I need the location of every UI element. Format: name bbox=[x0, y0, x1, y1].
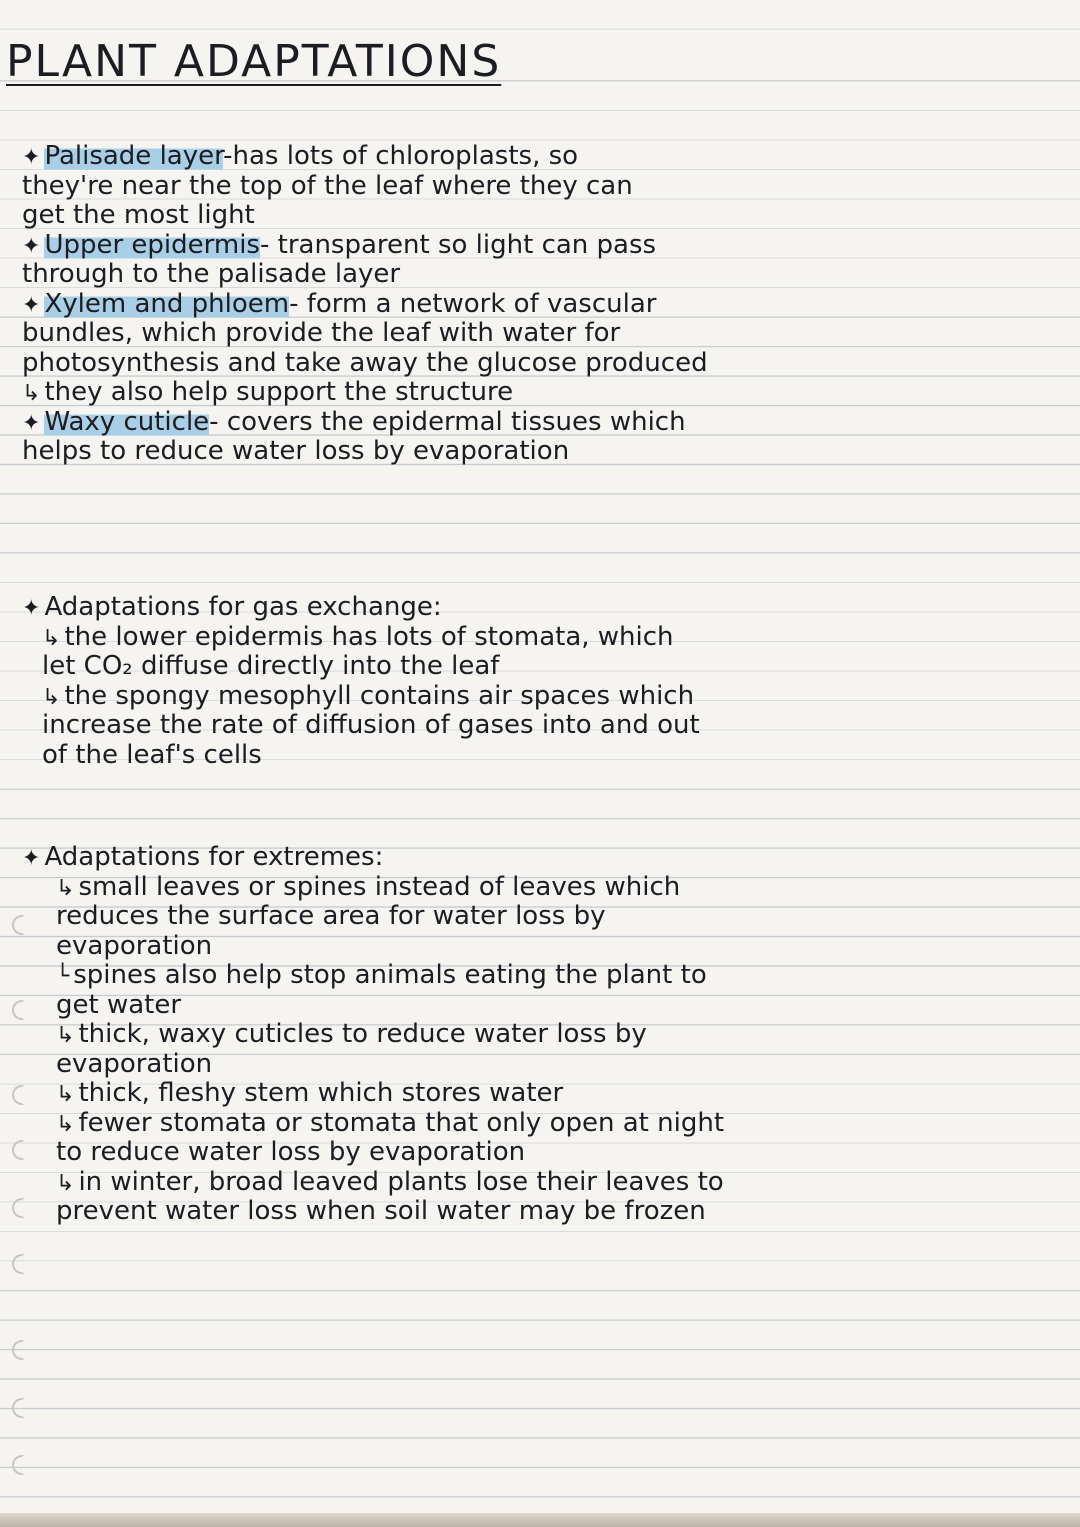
line-text: evaporation bbox=[56, 1049, 213, 1079]
note-line bbox=[0, 408, 1060, 438]
line-text: they're near the top of the leaf where they can bbox=[22, 171, 633, 201]
note-line bbox=[0, 231, 1060, 261]
arrow-bullet-icon: ↳ bbox=[22, 381, 41, 406]
star-bullet-icon: ✦ bbox=[22, 145, 41, 170]
note-line bbox=[0, 1168, 1060, 1198]
note-line bbox=[0, 961, 1060, 991]
line-text: bundles, which provide the leaf with water for bbox=[22, 319, 621, 348]
note-line bbox=[0, 652, 1060, 682]
line-text: of the leaf's cells bbox=[42, 740, 262, 770]
page-title: PLANT ADAPTATIONS bbox=[6, 36, 502, 87]
arrow-bullet-icon: ↳ bbox=[56, 1111, 75, 1137]
line-text: photosynthesis and take away the glucose produced bbox=[22, 348, 708, 378]
line-text: in winter, broad leaved plants lose their leaves to bbox=[78, 1167, 724, 1197]
leaf-structure-notes bbox=[0, 142, 1060, 467]
heading-text: Adaptations for extremes: bbox=[44, 843, 384, 872]
note-line bbox=[0, 437, 1060, 467]
line-text: let CO₂ diffuse directly into the leaf bbox=[42, 652, 500, 681]
note-line bbox=[0, 902, 1060, 932]
note-line bbox=[0, 873, 1060, 903]
note-line bbox=[0, 932, 1060, 962]
highlighted-term: Xylem and phloem bbox=[44, 289, 290, 319]
line-text: spines also help stop animals eating the plant to bbox=[73, 961, 707, 990]
note-line bbox=[0, 1079, 1060, 1109]
note-line bbox=[0, 1020, 1060, 1050]
highlighted-term: Palisade layer bbox=[44, 142, 224, 171]
line-text: prevent water loss when soil water may be frozen bbox=[56, 1197, 706, 1226]
line-text: the lower epidermis has lots of stomata, which bbox=[64, 622, 674, 652]
arrow-bullet-icon: └ bbox=[56, 964, 70, 989]
line-text: - transparent so light can pass bbox=[259, 230, 657, 260]
note-line bbox=[0, 201, 1060, 231]
line-text: through to the palisade layer bbox=[22, 260, 401, 289]
note-line bbox=[0, 741, 1060, 771]
section-heading bbox=[0, 843, 1060, 873]
line-text: evaporation bbox=[56, 931, 213, 961]
line-text: they also help support the structure bbox=[44, 378, 514, 407]
star-bullet-icon: ✦ bbox=[22, 292, 41, 318]
binder-hole bbox=[12, 1455, 24, 1475]
binder-hole bbox=[12, 1254, 24, 1274]
note-line bbox=[0, 1197, 1060, 1227]
line-text: get water bbox=[56, 990, 182, 1020]
highlighted-term: Waxy cuticle bbox=[44, 407, 210, 437]
line-text: get the most light bbox=[22, 201, 255, 230]
note-line bbox=[0, 623, 1060, 653]
note-line bbox=[0, 711, 1060, 741]
line-text: helps to reduce water loss by evaporation bbox=[22, 437, 570, 466]
line-text: to reduce water loss by evaporation bbox=[56, 1138, 526, 1167]
line-text: - covers the epidermal tissues which bbox=[209, 407, 686, 437]
arrow-bullet-icon: ↳ bbox=[56, 1082, 75, 1107]
note-line bbox=[0, 682, 1060, 712]
line-text: - form a network of vascular bbox=[289, 289, 657, 319]
arrow-bullet-icon: ↳ bbox=[56, 1023, 75, 1048]
note-line bbox=[0, 349, 1060, 379]
arrow-bullet-icon: ↳ bbox=[42, 625, 61, 651]
binder-hole bbox=[12, 1340, 24, 1360]
highlighted-term: Upper epidermis bbox=[44, 230, 260, 260]
section-heading bbox=[0, 593, 1060, 623]
page-bottom-edge bbox=[0, 1513, 1080, 1527]
line-text: the spongy mesophyll contains air spaces which bbox=[64, 681, 695, 711]
arrow-bullet-icon: ↳ bbox=[56, 1170, 75, 1196]
arrow-bullet-icon: ↳ bbox=[42, 684, 61, 710]
note-line bbox=[0, 378, 1060, 408]
note-line bbox=[0, 260, 1060, 290]
note-line bbox=[0, 1050, 1060, 1080]
heading-text: Adaptations for gas exchange: bbox=[44, 593, 442, 622]
note-line bbox=[0, 319, 1060, 349]
line-text: thick, fleshy stem which stores water bbox=[78, 1079, 564, 1108]
star-bullet-icon: ✦ bbox=[22, 233, 41, 259]
note-line bbox=[0, 142, 1060, 172]
gas-exchange-section bbox=[0, 593, 1060, 770]
extremes-section bbox=[0, 843, 1060, 1227]
line-text: increase the rate of diffusion of gases into and out bbox=[42, 711, 700, 740]
line-text: fewer stomata or stomata that only open at night bbox=[78, 1108, 725, 1138]
arrow-bullet-icon: ↳ bbox=[56, 875, 75, 901]
note-line bbox=[0, 1138, 1060, 1168]
note-line bbox=[0, 1109, 1060, 1139]
binder-hole bbox=[12, 1398, 24, 1418]
note-line bbox=[0, 290, 1060, 320]
star-bullet-icon: ✦ bbox=[22, 410, 41, 436]
line-text: small leaves or spines instead of leaves which bbox=[78, 872, 681, 902]
star-bullet-icon: ✦ bbox=[22, 596, 41, 621]
line-text: reduces the surface area for water loss by bbox=[56, 902, 606, 931]
line-text: -has lots of chloroplasts, so bbox=[223, 142, 579, 171]
line-text: thick, waxy cuticles to reduce water loss by bbox=[78, 1020, 647, 1049]
star-bullet-icon: ✦ bbox=[22, 846, 41, 871]
note-line bbox=[0, 172, 1060, 202]
note-line bbox=[0, 991, 1060, 1021]
